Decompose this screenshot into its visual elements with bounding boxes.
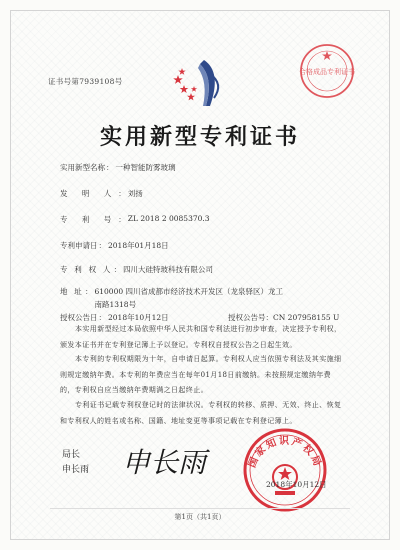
field-inventor: 发 明 人 ： 刘扬 [60,189,143,198]
director-signature [118,438,218,482]
field-value: 2018年01月18日 [108,241,169,250]
field-label: 专 利 权 人 [60,265,113,274]
certificate-title: 实用新型专利证书 [99,124,300,150]
field-label: 专 利 号 [60,215,118,224]
paragraph-grant: 本实用新型经过本局依照中华人民共和国专利法进行初步审查，决定授予专利权，颁发本证书并在专利登记簿上予以登记。专利权自授权公告之日起生效。 [60,325,342,349]
field-value: 四川大硅特玻科技有限公司 [123,265,214,274]
field-value: 一种智能防雾玻璃 [115,163,176,172]
field-patentee: 专 利 权 人 ： 四川大硅特玻科技有限公司 [60,265,214,274]
field-label: 实用新型名称 [60,163,105,172]
footer-divider [50,508,350,509]
director-name: 申长雨 [62,465,90,475]
field-value: 刘扬 [127,189,143,198]
issue-date: 2018年10月12日 [266,480,327,489]
quality-stamp [298,42,356,100]
page-footer: 第1页（共1页） [174,513,226,521]
director-title: 局长 [62,450,81,460]
certificate-number: 证书号第7939108号 [48,77,123,86]
seal-text: 国家知识产权局 [246,436,324,470]
official-seal [240,425,330,515]
field-utility-model-name: 实用新型名称 ： 一种智能防雾玻璃 [60,163,176,172]
director-block [62,448,89,478]
field-value: 2018年10月12日 [108,313,169,322]
field-value: 610000 四川省成都市经济技术开发区（龙泉驿区）龙工 南路1318号 [94,287,283,309]
paragraph-legal-status: 专利证书记载专利权登记时的法律状况。专利权的转移、质押、无效、终止、恢复和专利权人的姓名或名称、国籍、地址变更等事项记载在专利登记簿上。 [60,401,342,425]
paragraph-term: 本专利的专利权期限为十年，自申请日起算。专利权人应当依照专利法及其实施细则规定缴纳年费。本专利的年费应当在每年01月18日前缴纳。未按照规定缴纳年费的，专利权自应当缴纳年费期满之日起终止。 [60,355,342,394]
stamp-text: 合格成品专利证书 [299,68,355,76]
field-label: 发 明 人 [60,189,118,198]
signature-text: 申长雨 [122,446,207,479]
field-label: 专利申请日 [60,241,98,250]
field-grant-date: 授权公告日 ： 2018年10月12日 [60,313,169,322]
field-value: ZL 2018 2 0085370.3 [127,214,210,223]
field-address: 地 址 ： 610000 四川省成都市经济技术开发区（龙泉驿区）龙工 南路1318号 [60,287,283,309]
publication-number: 授权公告号：CN 207958155 U [228,313,340,322]
field-application-date: 专利申请日 ： 2018年01月18日 [60,241,169,250]
field-patent-number: 专 利 号 ： ZL 2018 2 0085370.3 [60,214,210,224]
patent-office-logo-icon [170,52,232,114]
field-label: 地 址 [60,287,84,296]
field-label: 授权公告日 [60,313,98,322]
